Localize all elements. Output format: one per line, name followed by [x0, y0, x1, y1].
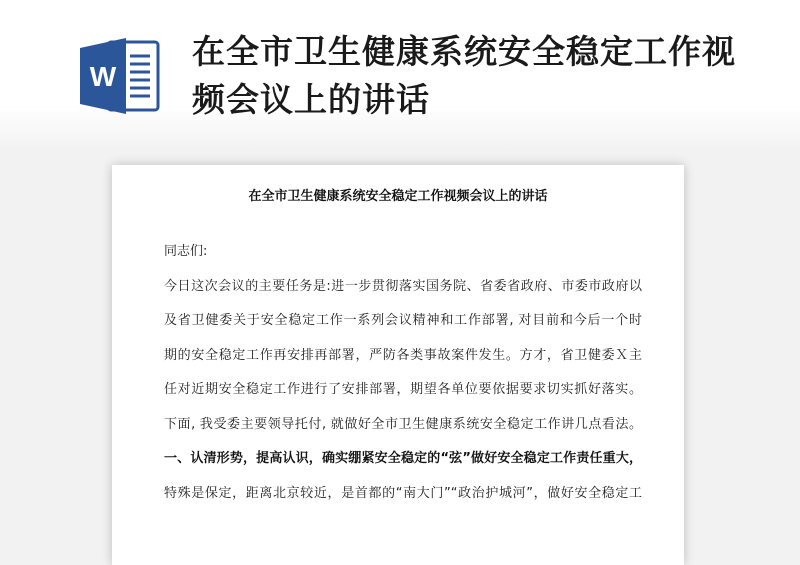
svg-text:W: W: [89, 61, 117, 92]
paragraph-line: 今日这次会议的主要任务是:进一步贯彻落实国务院、省委省政府、市委市政府以: [164, 278, 642, 294]
word-document-icon: [78, 34, 162, 118]
document-page: [112, 165, 684, 565]
document-body: [164, 235, 642, 511]
document-title: 在全市卫生健康系统安全稳定工作视频会议上的讲话: [248, 189, 548, 204]
paragraph-line: 特殊是保定，距离北京较近，是首都的“南大门”“政治护城河”，做好安全稳定工: [164, 485, 642, 501]
section-heading: 一、认清形势，提高认识，确实绷紧安全稳定的“弦”做好安全稳定工作责任重大，: [164, 451, 642, 466]
paragraph-line: 期的安全稳定工作再安排再部署，严防各类事故案件发生。方才，省卫健委Ｘ主: [164, 347, 642, 363]
banner: [0, 0, 800, 150]
banner-title: 在全市卫生健康系统安全稳定工作视频会议上的讲话: [192, 32, 736, 119]
paragraph-line: 及省卫健委关于安全稳定工作一系列会议精神和工作部署, 对目前和今后一个时: [164, 313, 642, 328]
salutation: 同志们:: [164, 244, 208, 259]
paragraph-line: 下面, 我受委主要领导托付, 就做好全市卫生健康系统安全稳定工作讲几点看法。: [164, 416, 642, 432]
paragraph-line: 任对近期安全稳定工作进行了安排部署，期望各单位要依据要求切实抓好落实。: [164, 382, 642, 397]
